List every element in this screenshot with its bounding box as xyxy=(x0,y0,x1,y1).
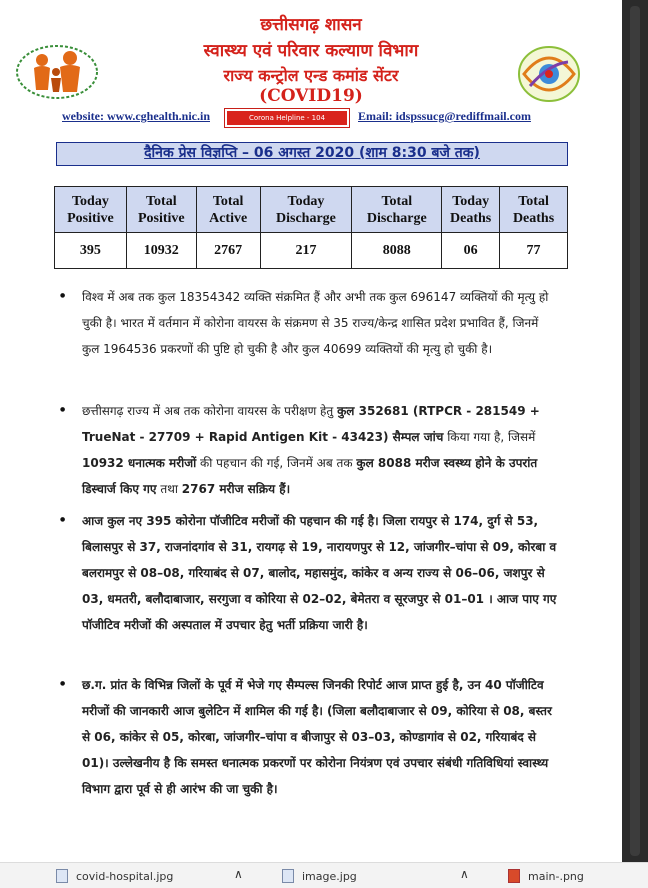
helpline-badge xyxy=(224,108,350,128)
value-today-positive: 395 xyxy=(55,233,127,269)
header-total-deaths: Total Deaths xyxy=(500,187,568,233)
covid-stats-table xyxy=(54,186,568,269)
header-total-positive: Total Positive xyxy=(126,187,196,233)
bullet-icon: ● xyxy=(60,406,66,413)
header-today-discharge: Today Discharge xyxy=(260,187,352,233)
download-bar xyxy=(0,862,648,888)
p2-text-e: की पहचान की गई, जिनमें अब तक xyxy=(196,456,357,470)
header-today-deaths: Today Deaths xyxy=(442,187,500,233)
contact-row xyxy=(62,108,562,130)
download-item-main[interactable] xyxy=(508,869,584,888)
press-release-title: दैनिक प्रेस विज्ञप्ति – 06 अगस्त 2020 (शाम 8:30 बजे तक) xyxy=(56,142,568,166)
paragraph-state-tests xyxy=(82,398,558,502)
value-today-discharge: 217 xyxy=(260,233,352,269)
paragraph-earlier-samples: छ.ग. प्रांत के विभिन्न जिलों के पूर्व में भेजे गए सैम्पल्स जिनकी रिपोर्ट आज प्राप्त हुई है, उन 40 पॉजीटिव मरीजों की जानकारी आज बुलेटिन में शामिल की गई है। (जिला बलौदाबाजार से 09, कोरिया से 08, बस्तर से 06, कांकेर से 05, कोरबा, जांजगीर–चांपा व बीजापुर से 03–03, कोण्डागांव से 02, गरियाबंद से 01)। उल्लेखनीय है कि समस्त धनात्मक प्रकरणों पर कोरोना नियंत्रण एवं उपचार संबंधी गतिविधियां स्वास्थ्य विभाग द्वारा पूर्व से ही आरंभ की जा चुकी है। xyxy=(82,678,552,796)
p2-text-c: किया गया है, जिसमें xyxy=(443,430,536,444)
p2-positive-total: 10932 धनात्मक मरीजों xyxy=(82,456,197,470)
helpline-label: Corona Helpline - 104 xyxy=(227,111,347,125)
p2-text-a: छत्तीसगढ़ राज्य में अब तक कोरोना वायरस के परीक्षण हेतु xyxy=(82,404,338,418)
download-item-covid-hospital[interactable] xyxy=(56,869,173,888)
header-department: स्वास्थ्य एवं परिवार कल्याण विभाग xyxy=(203,41,419,61)
image-file-icon xyxy=(508,869,520,883)
image-file-icon xyxy=(56,869,68,883)
header-total-active: Total Active xyxy=(196,187,260,233)
bullet-icon: ● xyxy=(60,292,66,299)
stats-value-row xyxy=(55,233,568,269)
stats-header-row xyxy=(55,187,568,233)
image-file-icon xyxy=(282,869,294,883)
value-total-positive: 10932 xyxy=(126,233,196,269)
chevron-up-icon[interactable]: ∧ xyxy=(460,867,469,881)
download-item-label: main-.png xyxy=(528,870,584,883)
header-covid: (COVID19) xyxy=(259,86,363,106)
header-control-center: राज्य कन्ट्रोल एन्ड कमांड सेंटर xyxy=(223,66,399,85)
header-total-discharge: Total Discharge xyxy=(352,187,442,233)
download-item-image[interactable] xyxy=(282,869,357,888)
bullet-icon: ● xyxy=(60,516,66,523)
p2-sample-total: कुल 352681 (RTPCR - 281549 + TrueNat - 27709 + Rapid Antigen Kit - 43423) सैम्पल जांच xyxy=(82,404,540,444)
scrollbar-thumb[interactable] xyxy=(630,6,640,856)
header-today-positive: Today Positive xyxy=(55,187,127,233)
website-link[interactable]: website: www.cghealth.nic.in xyxy=(62,109,210,123)
download-item-label: image.jpg xyxy=(302,870,357,883)
p2-discharge-total: कुल 8088 मरीज स्वस्थ्य होने के उपरांत डिस्चार्ज किए गए xyxy=(82,456,538,496)
value-today-deaths: 06 xyxy=(442,233,500,269)
value-total-active: 2767 xyxy=(196,233,260,269)
p2-active-total: 2767 मरीज सक्रिय हैं। xyxy=(181,482,291,496)
bullet-icon: ● xyxy=(60,680,66,687)
header-government: छत्तीसगढ़ शासन xyxy=(260,15,362,35)
value-total-discharge: 8088 xyxy=(352,233,442,269)
value-total-deaths: 77 xyxy=(500,233,568,269)
paragraph-world-stats: विश्व में अब तक कुल 18354342 व्यक्ति संक्रमित हैं और अभी तक कुल 696147 व्यक्तियों की मृत्यु हो चुकी है। भारत में वर्तमान में कोरोना वायरस के संक्रमण से 35 राज्य/केन्द्र शासित प्रदेश प्रभावित हैं, जिनमें कुल 1964536 प्रकरणों की पुष्टि हो चुकी है और कुल 40699 व्यक्तियों की मृत्यु हो चुकी है। xyxy=(82,290,549,356)
chevron-up-icon[interactable]: ∧ xyxy=(234,867,243,881)
p2-text-g: तथा xyxy=(156,482,182,496)
email-link[interactable]: Email: idspssucg@rediffmail.com xyxy=(358,109,531,123)
download-item-label: covid-hospital.jpg xyxy=(76,870,174,883)
vertical-scrollbar[interactable] xyxy=(622,0,648,862)
paragraph-district-cases: आज कुल नए 395 कोरोना पॉजीटिव मरीजों की पहचान की गई है। जिला रायपुर से 174, दुर्ग से 53, बिलासपुर से 37, राजनांदगांव से 31, रायगढ़ से 19, नारायणपुर से 12, जांजगीर–चांपा से 09, कोरबा व बलरामपुर से 08–08, गरियाबंद से 07, बालोद, महासमुंद, कांकेर व अन्य राज्य से 06–06, जशपुर से 03, धमतरी, बलौदाबाजार, सरगुजा व कोरिया से 02–02, बेमेतरा व सूरजपुर से 01–01 । आज पाए गए पॉजीटिव मरीजों की अस्पताल में उपचार हेतु भर्ती प्रक्रिया जारी है। xyxy=(82,514,557,632)
